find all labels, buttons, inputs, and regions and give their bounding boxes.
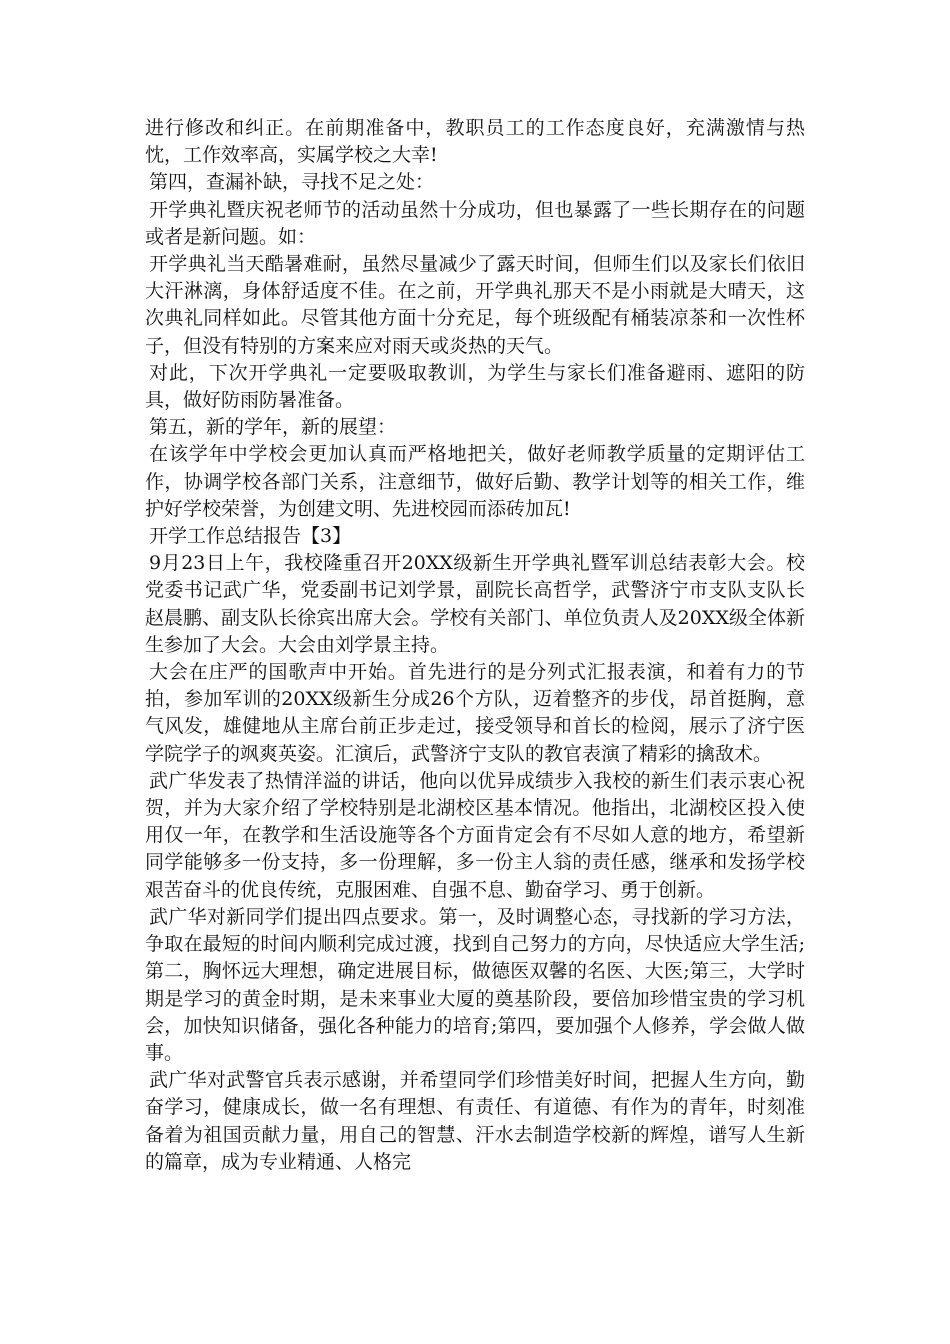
paragraph: 9月23日上午，我校隆重召开20XX级新生开学典礼暨军训总结表彰大会。校党委书记武广华，党委副书记刘学景，副院长高哲学，武警济宁市支队支队长赵晨鹏、副支队长徐宾出席大会。学校有关部门、单位负责人及20XX级全体新生参加了大会。大会由刘学景主持。 — [145, 552, 805, 656]
report-title: 开学工作总结报告【3】 — [149, 525, 352, 548]
paragraph: 开学典礼当天酷暑难耐，虽然尽量减少了露天时间，但师生们以及家长们依旧大汗淋漓，身体舒适度不佳。在之前，开学典礼那天不是小雨就是大晴天，这次典礼同样如此。尽管其他方面十分充足，每个班级配有桶装凉茶和一次性杯子，但没有特别的方案来应对雨天或炎热的天气。 — [145, 253, 805, 357]
paragraph-continuation: 进行修改和纠正。在前期准备中，教职员工的工作态度良好，充满激情与热忱，工作效率高，实属学校之大幸! — [145, 117, 805, 167]
paragraph: 大会在庄严的国歌声中开始。首先进行的是分列式汇报表演，和着有力的节拍，参加军训的20XX级新生分成26个方队，迈着整齐的步伐，昂首挺胸，意气风发，雄健地从主席台前正步走过，接受领导和首长的检阅，展示了济宁医学院学子的飒爽英姿。汇演后，武警济宁支队的教官表演了精彩的擒敌术。 — [145, 661, 805, 765]
paragraph: 对此，下次开学典礼一定要吸取教训，为学生与家长们准备避雨、遮阳的防具，做好防雨防暑准备。 — [145, 361, 805, 412]
paragraph: 武广华对新同学们提出四点要求。第一，及时调整心态，寻找新的学习方法，争取在最短的时间内顺利完成过渡，找到自己努力的方向，尽快适应大学生活;第二，胸怀远大理想，确定进展目标，做德医双馨的名医、大医;第三，大学时期是学习的黄金时期，是未来事业大厦的奠基阶段，要倍加珍惜宝贵的学习机会，加快知识储备，强化各种能力的培育;第四，要加强个人修养，学会做人做事。 — [145, 905, 805, 1064]
paragraph: 武广华对武警官兵表示感谢，并希望同学们珍惜美好时间，把握人生方向，勤奋学习，健康成长，做一名有理想、有责任、有道德、有作为的青年，时刻准备着为祖国贡献力量，用自己的智慧、汗水去制造学校新的辉煌，谱写人生新的篇章，成为专业精通、人格完 — [145, 1069, 805, 1173]
paragraph: 武广华发表了热情洋溢的讲话，他向以优异成绩步入我校的新生们表示衷心祝贺，并为大家介绍了学校特别是北湖校区基本情况。他指出，北湖校区投入使用仅一年，在教学和生活设施等各个方面肯定会有不尽如人意的地方，希望新同学能够多一份支持，多一份理解，多一份主人翁的责任感，继承和发扬学校艰苦奋斗的优良传统，克服困难、自强不息、勤奋学习、勇于创新。 — [145, 769, 805, 901]
section-heading-5: 第五，新的学年，新的展望： — [149, 416, 397, 439]
paragraph: 开学典礼暨庆祝老师节的活动虽然十分成功，但也暴露了一些长期存在的问题或者是新问题。如： — [145, 198, 805, 248]
section-heading-4: 第四，查漏补缺，寻找不足之处： — [149, 171, 435, 194]
paragraph: 在该学年中学校会更加认真而严格地把关，做好老师教学质量的定期评估工作，协调学校各部门关系，注意细节，做好后勤、教学计划等的相关工作，维护好学校荣誉，为创建文明、先进校园而添砖加瓦! — [145, 443, 805, 520]
document-page — [145, 115, 805, 1176]
